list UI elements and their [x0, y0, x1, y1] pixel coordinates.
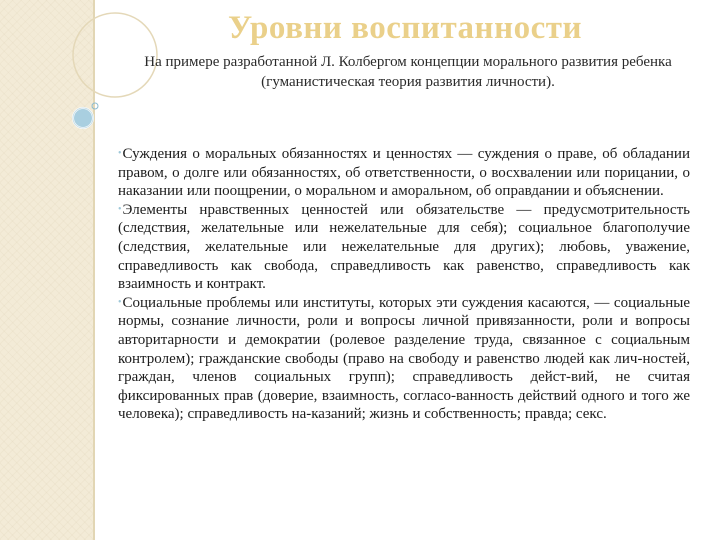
side-divider	[93, 0, 95, 540]
bullet-text: Социальные проблемы или институты, которых эти суждения касаются, — социальные нормы, сознание личности, роли и вопросы личной привязанности, роли и вопросы авторитарности и демократии (ролевое разделение труда, связанное с социальным контролем); гражданские свободы (право на свободу и равенство людей как лич-ностей, граждан, членов социальных групп); справедливость дейст-вий, не считая фиксированных прав (доверие, взаимность, согласо-ванность действий одного и того же человека); справедливость на-казаний; жизнь и собственность; правда; секс.	[118, 294, 690, 423]
bullet-icon: •	[118, 296, 122, 308]
bullet-icon: •	[118, 203, 122, 215]
bullet-text: Элементы нравственных ценностей или обязательстве — предусмотрительность (следствия, желательные или нежелательные для себя); социальное благополучие (следствия, желательные или нежелательные для других); любовь, уважение, справедливость как свобода, справедливость как равенство, справедливость как взаимность и контракт.	[118, 201, 690, 293]
slide-subtitle: На примере разработанной Л. Колбергом концепции морального развития ребенка (гуманистическая теория развития личности).	[144, 54, 672, 90]
slide-title: Уровни воспитанности	[228, 10, 582, 46]
side-panel	[0, 0, 93, 540]
bullet-paragraph-1	[118, 145, 690, 201]
slide-body	[118, 145, 690, 424]
bullet-text: Суждения о моральных обязанностях и ценностях — суждения о праве, об обладании правом, о долге или обязанностях, об ответственности, о восхвалении или порицании, о наказании или поощрении, о моральном и аморальном, об оправдании и объяснении.	[118, 146, 690, 200]
bullet-paragraph-3	[118, 294, 690, 424]
bullet-icon: •	[118, 148, 122, 159]
bullet-paragraph-2	[118, 201, 690, 294]
